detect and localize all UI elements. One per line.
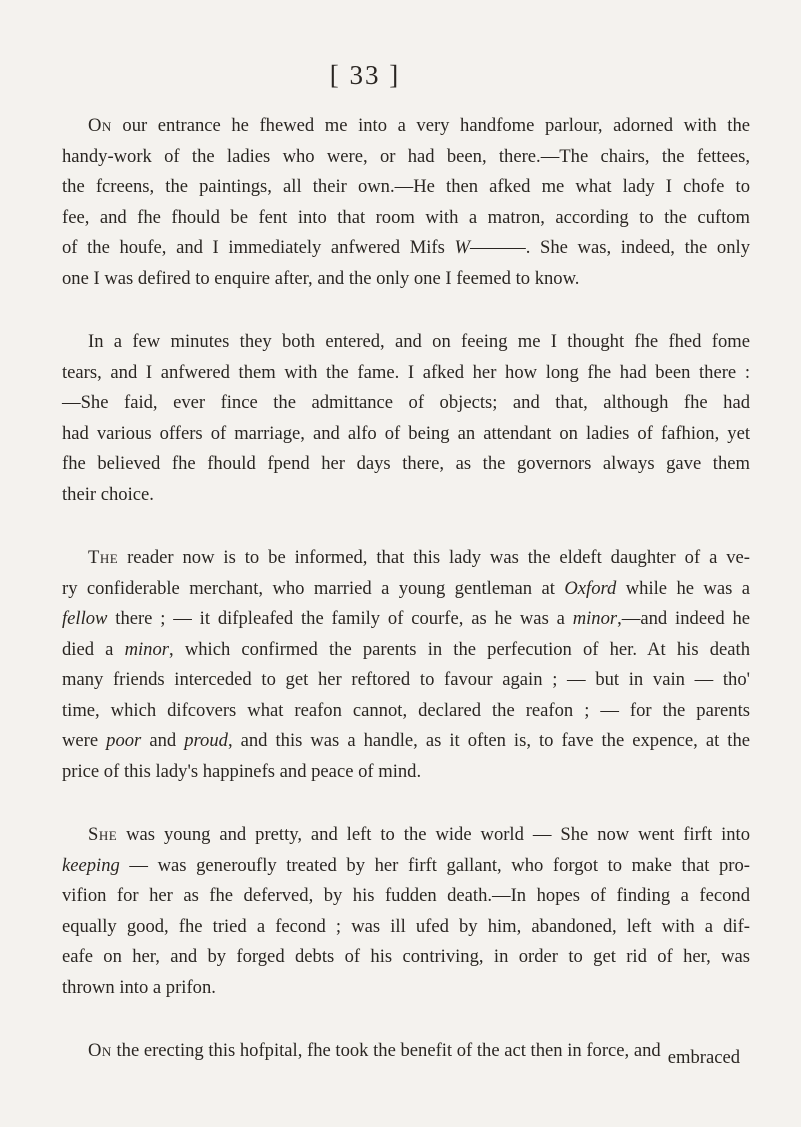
- text-run: of the houfe, and I immediately anfwered Mifs: [62, 237, 455, 258]
- text-line: [62, 820, 750, 851]
- text-run: many friends interceded to get her reftored to favour again ; — but in vain — tho': [62, 669, 750, 690]
- text-line: [62, 203, 750, 234]
- text-line: [62, 757, 750, 788]
- catchword: embraced: [667, 1047, 740, 1068]
- text-run: while he was a: [616, 577, 751, 599]
- text-line: [62, 973, 750, 1004]
- italic-word: Oxford: [564, 577, 617, 599]
- text-run: their choice.: [62, 483, 154, 505]
- small-caps-word: On: [88, 1040, 112, 1061]
- page-number: [ 33 ]: [329, 60, 401, 90]
- paragraph: [62, 327, 750, 510]
- text-line: [62, 574, 750, 605]
- italic-word: proud: [184, 730, 228, 751]
- text-line: [62, 111, 750, 142]
- paragraph: [62, 543, 750, 787]
- text-run: ,—and indeed he: [617, 608, 750, 629]
- text-line: [62, 419, 750, 450]
- text-line: [62, 142, 750, 173]
- text-run: , which confirmed the parents in the perfecution of her. At his death: [169, 638, 750, 660]
- text-line: [62, 665, 750, 696]
- text-run: fhe believed fhe fhould fpend her days there, as the governors always gave them: [62, 453, 750, 474]
- italic-word: keeping: [62, 854, 120, 876]
- text-run: there ; — it difpleafed the family of courfe, as he was a: [107, 608, 573, 629]
- text-run: died a: [62, 638, 125, 660]
- text-run: was young and pretty, and left to the wide world — She now went firft into: [117, 824, 750, 845]
- text-run: and: [141, 730, 185, 751]
- body-text: [62, 111, 750, 1100]
- text-run: —She faid, ever fince the admittance of objects; and that, although fhe had: [62, 392, 750, 413]
- text-line: [62, 172, 750, 203]
- small-caps-word: She: [88, 824, 118, 845]
- italic-word: W: [454, 237, 470, 258]
- text-line: [62, 912, 750, 943]
- text-line: [62, 388, 750, 419]
- text-run: tears, and I anfwered them with the fame. I afked her how long fhe had been there :: [62, 361, 750, 383]
- text-line: [62, 358, 750, 389]
- text-run: price of this lady's happinefs and peace of mind.: [62, 760, 422, 782]
- text-run: ———. She was, indeed, the only: [469, 237, 750, 258]
- text-run: vifion for her as fhe deferved, by his fudden death.—In hopes of finding a fecond: [62, 885, 750, 906]
- text-line: [62, 327, 750, 358]
- text-line: [62, 543, 750, 574]
- small-caps-word: The: [88, 547, 119, 568]
- text-line: [62, 851, 750, 882]
- text-run: — was generoufly treated by her firft gallant, who forgot to make that pro-: [119, 854, 750, 876]
- italic-word: fellow: [62, 608, 108, 629]
- text-line: [62, 942, 750, 973]
- text-run: equally good, fhe tried a fecond ; was ill ufed by him, abandoned, left with a dif-: [62, 915, 750, 937]
- text-line: [62, 881, 750, 912]
- text-run: had various offers of marriage, and alfo of being an attendant on ladies of fafhion, yet: [62, 422, 750, 444]
- text-line: [62, 726, 750, 757]
- text-run: time, which difcovers what reafon cannot, declared the reafon ; — for the parents: [62, 699, 750, 721]
- text-run: , and this was a handle, as it often is, to fave the expence, at the: [227, 730, 750, 751]
- text-run: one I was defired to enquire after, and the only one I feemed to know.: [62, 267, 580, 289]
- text-run: ry confiderable merchant, who married a young gentleman at: [62, 577, 565, 599]
- text-run: eafe on her, and by forged debts of his contriving, in order to get rid of her, was: [62, 946, 750, 967]
- italic-word: minor: [572, 608, 618, 629]
- text-run: thrown into a prifon.: [62, 976, 216, 998]
- text-run: reader now is to be informed, that this lady was the eldeft daughter of a ve-: [118, 547, 750, 568]
- text-line: [62, 480, 750, 511]
- text-run: In a few minutes they both entered, and on feeing me I thought fhe fhed fome: [88, 331, 750, 352]
- italic-word: poor: [106, 730, 142, 751]
- italic-word: minor: [124, 638, 170, 660]
- text-line: [62, 604, 750, 635]
- text-run: the erecting this hofpital, fhe took the benefit of the act then in force, and: [111, 1040, 661, 1061]
- paragraph: [62, 820, 750, 1003]
- text-line: [62, 233, 750, 264]
- text-line: [62, 449, 750, 480]
- text-line: [62, 635, 750, 666]
- text-run: the fcreens, the paintings, all their own.—He then afked me what lady I chofe to: [62, 176, 750, 197]
- text-run: fee, and fhe fhould be fent into that room with a matron, according to the cuftom: [62, 206, 750, 228]
- text-line: [62, 696, 750, 727]
- paragraph: [62, 111, 750, 294]
- text-run: our entrance he fhewed me into a very handfome parlour, adorned with the: [111, 115, 750, 136]
- text-line: [62, 264, 750, 295]
- text-run: were: [62, 730, 107, 751]
- text-run: handy-work of the ladies who were, or had been, there.—The chairs, the fettees,: [62, 145, 750, 167]
- small-caps-word: On: [88, 115, 112, 136]
